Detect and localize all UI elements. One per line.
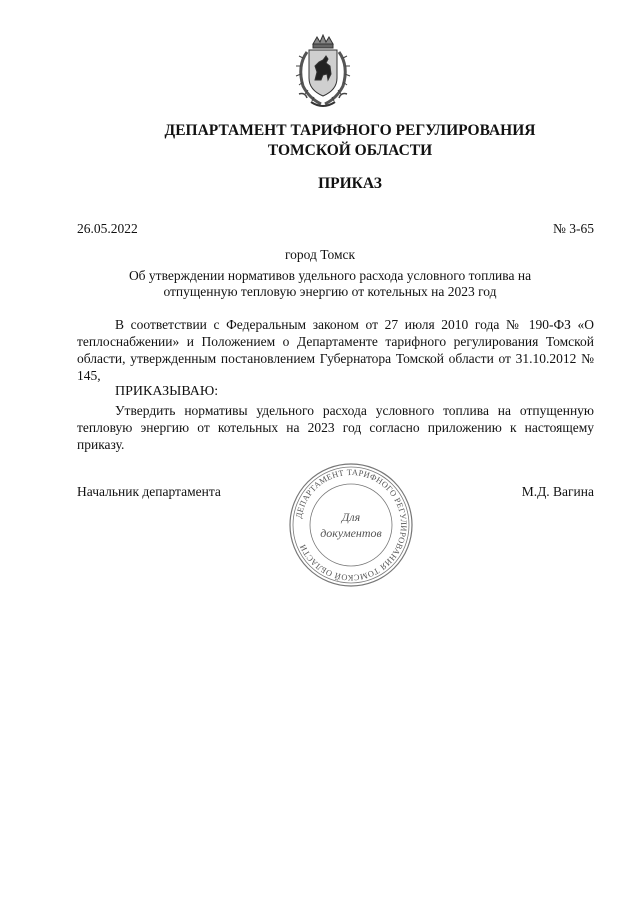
document-city: город Томск (284, 247, 356, 262)
subject-line1: Об утверждении нормативов удельного расхода условного топлива на (128, 268, 532, 283)
department-name-line2: ТОМСКОЙ ОБЛАСТИ (267, 142, 433, 159)
document-date: 26.05.2022 (77, 221, 138, 236)
preamble-paragraph: В соответствии с Федеральным законом от 27 июля 2010 года № 190-ФЗ «О теплоснабжении» и Положением о Департаменте тарифного регулирования Томской области, утвержденным постановлением Губернатора Томской области от 31.10.2012 № 145, (77, 317, 594, 383)
svg-text:Для: Для (341, 510, 361, 524)
subject-line2: отпущенную тепловую энергию от котельных на 2023 год (163, 284, 497, 299)
coat-of-arms-icon (293, 34, 353, 112)
signatory-role: Начальник департамента (77, 484, 221, 499)
signatory-name: М.Д. Вагина (521, 484, 594, 499)
svg-text:ДЕПАРТАМЕНТ ТАРИФНОГО РЕГУЛИРО: ДЕПАРТАМЕНТ ТАРИФНОГО РЕГУЛИРОВАНИЯ ТОМСКОЙ ОБЛАСТИ (294, 467, 409, 583)
decree-paragraph: Утвердить нормативы удельного расхода условного топлива на отпущенную тепловую энергию от котельных на 2023 год согласно приложению к настоящему приказу. (77, 403, 594, 452)
decree-word: ПРИКАЗЫВАЮ: (115, 384, 219, 399)
document-subject (100, 268, 560, 300)
official-stamp (287, 461, 415, 589)
document-number: № 3-65 (552, 221, 594, 236)
department-name-line1: ДЕПАРТАМЕНТ ТАРИФНОГО РЕГУЛИРОВАНИЯ (164, 122, 536, 139)
svg-text:документов: документов (320, 526, 382, 540)
document-type: ПРИКАЗ (318, 175, 382, 192)
